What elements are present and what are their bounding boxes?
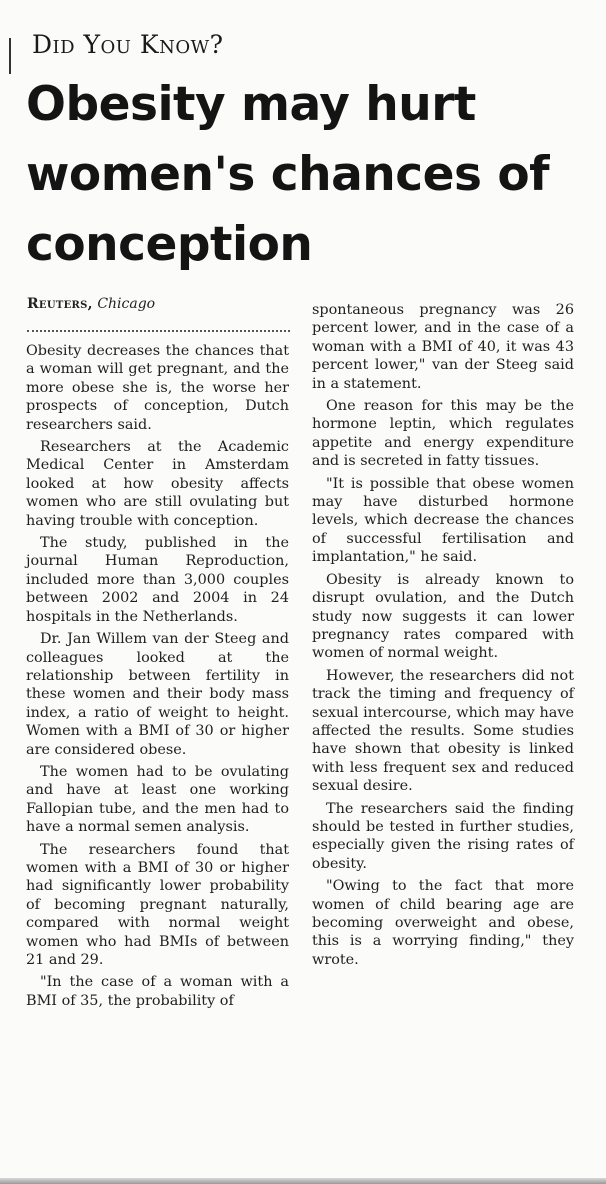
paragraph: Obesity is already known to disrupt ovulation, and the Dutch study now suggests it can lower pregnancy rates compared with women of normal weight. [312, 571, 574, 662]
dotted-divider [27, 330, 290, 332]
paragraph: The researchers said the finding should be tested in further studies, especially given the rising rates of obesity. [312, 800, 574, 872]
paragraph: Researchers at the Academic Medical Center in Amsterdam looked at how obesity affects women who are still ovulating but having trouble with conception. [26, 439, 289, 529]
article-column-1 [26, 342, 289, 1014]
paragraph: The researchers found that women with a BMI of 30 or higher had significantly lower probability of becoming pregnant naturally, compared with normal weight women who had BMIs of between 21 and 29. [26, 841, 289, 968]
paragraph: The women had to be ovulating and have at least one working Fallopian tube, and the men had to have a normal semen analysis. [26, 763, 289, 836]
paragraph: "It is possible that obese women may have disturbed hormone levels, which decrease the chances of successful fertilisation and implantation," he said. [312, 475, 574, 566]
paragraph: The study, published in the journal Human Reproduction, included more than 3,000 couples between 2002 and 2004 in 24 hospitals in the Netherlands. [26, 535, 289, 625]
dateline-city: Chicago [97, 296, 156, 312]
paragraph: "In the case of a woman with a BMI of 35, the probability of [26, 974, 289, 1009]
dateline-agency: Reuters, [27, 296, 93, 312]
paragraph: Dr. Jan Willem van der Steeg and colleagues looked at the relationship between fertility in these women and their body mass index, a ratio of weight to height. Women with a BMI of 30 or higher are considered obese. [26, 631, 289, 758]
dateline [27, 296, 155, 312]
paragraph: "Owing to the fact that more women of child bearing age are becoming overweight and obese, this is a worrying finding," they wrote. [312, 878, 574, 968]
kicker-rule [9, 38, 11, 74]
paragraph: Obesity decreases the chances that a woman will get pregnant, and the more obese she is, the worse her prospects of conception, Dutch researchers said. [26, 343, 289, 433]
paragraph: spontaneous pregnancy was 26 percent lower, and in the case of a woman with a BMI of 40, it was 43 percent lower," van der Steeg said in a statement. [312, 302, 574, 392]
kicker: Did You Know? [32, 30, 224, 59]
paragraph: However, the researchers did not track the timing and frequency of sexual intercourse, which may have affected the results. Some studies have shown that obesity is linked with less frequent sex and reduced sexual desire. [312, 667, 574, 795]
headline: Obesity may hurt women's chances of conception [26, 77, 550, 272]
paragraph: One reason for this may be the hormone leptin, which regulates appetite and energy expenditure and is secreted in fatty tissues. [312, 398, 574, 470]
article-column-2 [312, 301, 574, 973]
page-edge [0, 1178, 606, 1184]
